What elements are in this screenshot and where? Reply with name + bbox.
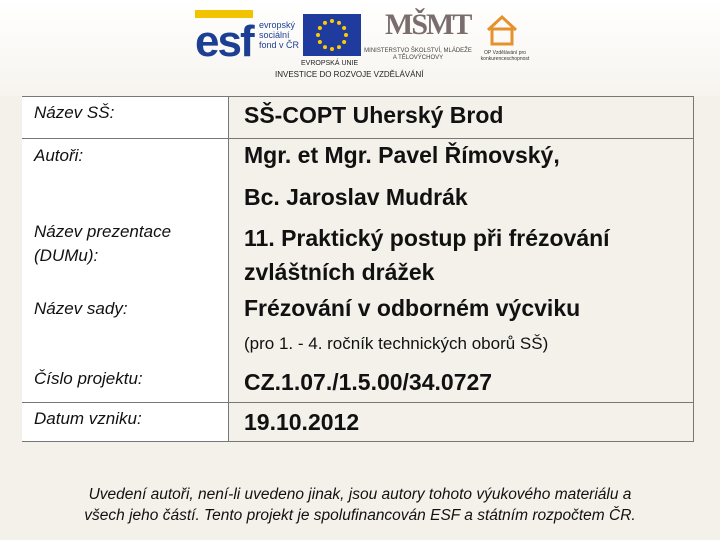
set-label: Název sady: — [34, 299, 128, 318]
esf-logo-letters: esf — [195, 17, 253, 66]
eu-flag-logo — [303, 14, 361, 56]
authors-line2: Bc. Jaroslav Mudrák — [244, 184, 468, 210]
date-label: Datum vzniku: — [34, 409, 142, 428]
presentation-label-line2: (DUMu): — [34, 246, 99, 265]
eu-caption: EVROPSKÁ UNIE — [301, 60, 359, 67]
op-caption: OP Vzdělávání pro konkurenceschopnost — [480, 50, 530, 62]
eu-stars-icon — [303, 14, 361, 56]
op-house-icon — [485, 14, 519, 46]
esf-logo — [195, 16, 300, 70]
esf-logo-subtitle: evropský sociální fond v ČR — [259, 20, 300, 50]
eu-star-icon — [342, 40, 346, 44]
school-label: Název SŠ: — [34, 103, 115, 122]
eu-star-icon — [344, 33, 348, 37]
msmt-logo-letters: MŠMT — [385, 8, 471, 41]
info-table — [22, 96, 694, 442]
eu-star-icon — [330, 19, 334, 23]
op-logo — [485, 14, 519, 46]
logo-strip — [195, 10, 540, 88]
eu-star-icon — [316, 33, 320, 37]
school-value: SŠ-COPT Uherský Brod — [244, 102, 504, 128]
table-border-bottom — [22, 441, 694, 442]
eu-star-icon — [318, 26, 322, 30]
authors-label: Autoři: — [34, 146, 84, 165]
presentation-line2: zvláštních drážek — [244, 259, 435, 285]
investment-line: INVESTICE DO ROZVOJE VZDĚLÁVÁNÍ — [275, 70, 424, 79]
eu-star-icon — [323, 21, 327, 25]
msmt-caption: MINISTERSTVO ŠKOLSTVÍ, MLÁDEŽE A TĚLOVÝCHOVY — [364, 48, 472, 61]
eu-star-icon — [323, 45, 327, 49]
eu-star-icon — [330, 47, 334, 51]
table-border-top — [22, 96, 694, 97]
set-note: (pro 1. - 4. ročník technických oborů SŠ) — [244, 334, 549, 353]
eu-star-icon — [337, 45, 341, 49]
presentation-line1: 11. Praktický postup při frézování — [244, 225, 610, 251]
table-border-right — [693, 96, 694, 442]
table-divider — [22, 402, 694, 403]
eu-star-icon — [337, 21, 341, 25]
set-value: Frézování v odborném výcviku — [244, 295, 581, 321]
footer-line1: Uvedení autoři, není-li uvedeno jinak, jsou autory tohoto výukového materiálu a — [88, 486, 632, 503]
footer-note — [14, 484, 706, 526]
eu-star-icon — [342, 26, 346, 30]
eu-star-icon — [318, 40, 322, 44]
footer-line2: všech jeho částí. Tento projekt je spolufinancován ESF a státním rozpočtem ČR. — [84, 507, 636, 524]
date-value: 19.10.2012 — [244, 409, 360, 435]
authors-line1: Mgr. et Mgr. Pavel Římovský, — [244, 142, 560, 168]
project-value: CZ.1.07./1.5.00/34.0727 — [244, 369, 493, 395]
table-divider — [22, 138, 694, 139]
project-label: Číslo projektu: — [34, 369, 143, 388]
presentation-label-line1: Název prezentace — [34, 222, 172, 241]
